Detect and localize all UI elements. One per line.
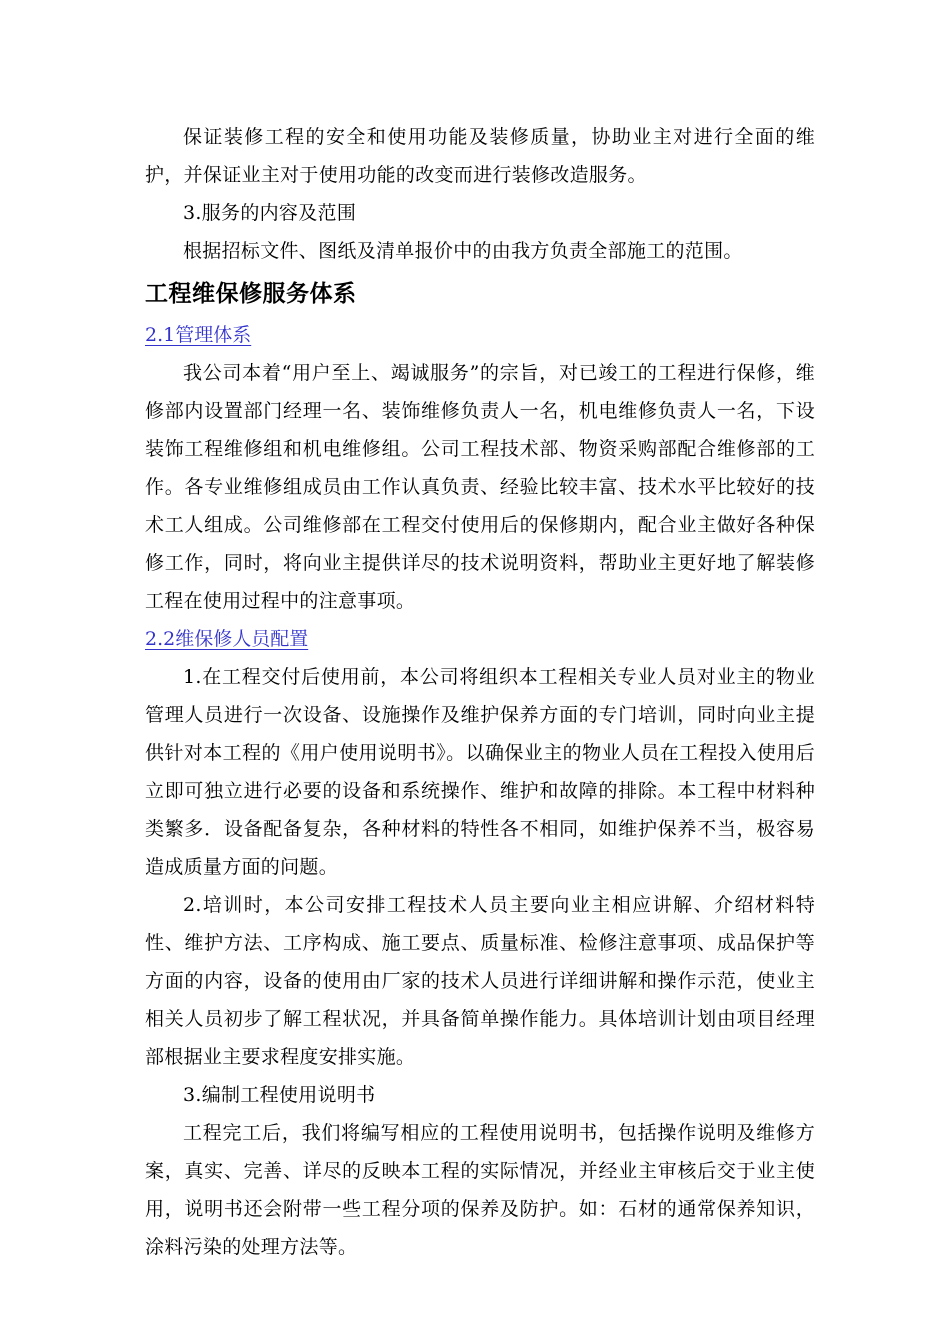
- section-heading: 工程维保修服务体系: [145, 281, 357, 307]
- subsection-2-2-item-3-title: 3.编制工程使用说明书: [183, 1084, 376, 1106]
- document-body: [145, 118, 815, 1266]
- subsection-2-2-paragraph-2: 2.培训时，本公司安排工程技术人员主要向业主相应讲解、介绍材料特性、维护方法、工序构成、施工要点、质量标准、检修注意事项、成品保护等方面的内容，设备的使用由厂家的技术人员进行详细讲解和操作示范，使业主相关人员初步了解工程状况，并具备简单操作能力。具体培训计划由项目经理部根据业主要求程度安排实施。: [145, 894, 815, 1068]
- subsection-2-1-paragraph: 我公司本着“用户至上、竭诚服务”的宗旨，对已竣工的工程进行保修，维修部内设置部门经理一名、装饰维修负责人一名，机电维修负责人一名，下设装饰工程维修组和机电维修组。公司工程技术部、物资采购部配合维修部的工作。各专业维修组成员由工作认真负责、经验比较丰富、技术水平比较好的技术工人组成。公司维修部在工程交付使用后的保修期内，配合业主做好各种保修工作，同时，将向业主提供详尽的技术说明资料，帮助业主更好地了解装修工程在使用过程中的注意事项。: [145, 362, 815, 612]
- subsection-2-2-paragraph-3: 工程完工后，我们将编写相应的工程使用说明书，包括操作说明及维修方案，真实、完善、详尽的反映本工程的实际情况，并经业主审核后交于业主使用，说明书还会附带一些工程分项的保养及防护。如：石材的通常保养知识，涂料污染的处理方法等。: [145, 1122, 815, 1258]
- intro-paragraph-1: 保证装修工程的安全和使用功能及装修质量，协助业主对进行全面的维护，并保证业主对于使用功能的改变而进行装修改造服务。: [145, 126, 815, 186]
- subsection-2-2-paragraph-1: 1.在工程交付后使用前，本公司将组织本工程相关专业人员对业主的物业管理人员进行一次设备、设施操作及维护保养方面的专门培训，同时向业主提供针对本工程的《用户使用说明书》。以确保业主的物业人员在工程投入使用后立即可独立进行必要的设备和系统操作、维护和故障的排除。本工程中材料种类繁多．设备配备复杂，各种材料的特性各不相同，如维护保养不当，极容易造成质量方面的问题。: [145, 666, 815, 878]
- subsection-2-1-link[interactable]: 2.1管理体系: [145, 324, 252, 346]
- subsection-2-2-link[interactable]: 2.2维保修人员配置: [145, 628, 309, 650]
- intro-item-3-title: 3.服务的内容及范围: [183, 202, 357, 224]
- intro-paragraph-2: 根据招标文件、图纸及清单报价中的由我方负责全部施工的范围。: [183, 240, 743, 262]
